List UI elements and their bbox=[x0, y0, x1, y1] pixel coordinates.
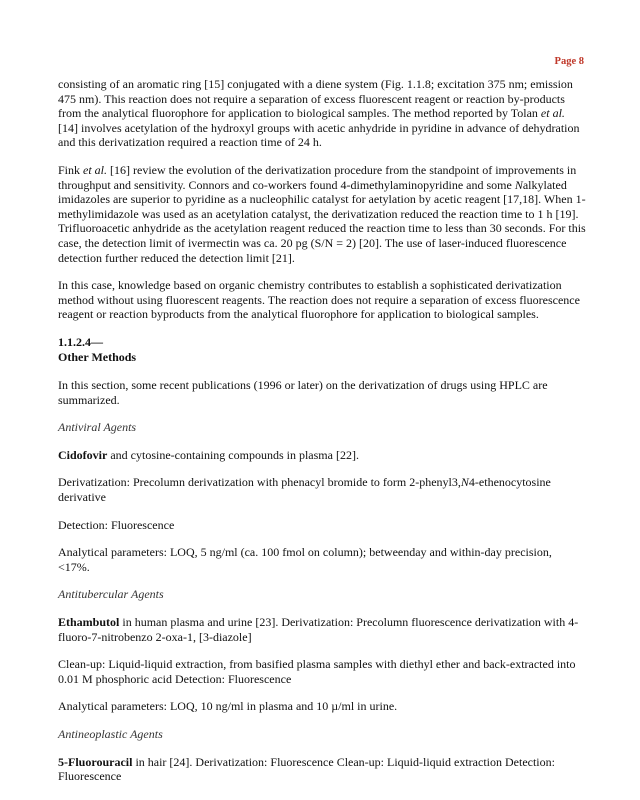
page-number: Page 8 bbox=[554, 56, 584, 67]
section-title: Other Methods bbox=[58, 349, 137, 364]
document-body bbox=[58, 77, 586, 797]
entry-detection: Detection: Fluorescence bbox=[58, 517, 175, 532]
section-number: 1.1.2.4— bbox=[58, 334, 103, 349]
section-heading bbox=[58, 335, 586, 364]
category-antineoplastic: Antineoplastic Agents bbox=[58, 727, 163, 741]
entry-analytical-parameters: Analytical parameters: LOQ, 5 ng/ml (ca. 100 fmol on column); betweenday and within-day precision, <17%. bbox=[58, 545, 552, 574]
paragraph-2: Fink et al. [16] review the evolution of the derivatization procedure from the standpoint of improvements in throughput and sensitivity. Connors and co-workers found 4-dimethylaminopyridine and some Nalkylated imidazoles are superior to pyridine as a nucleophilic catalyst for aetylation by acetic reagent [17,18]. When 1-methylimidazole was used as an acetylation catalyst, the derivatization reduced the reaction time to 1 h [19]. Trifluoroacetic anhydride as the acetylation reagent reduced the reaction time to less than 30 seconds. For this case, the detection limit of ivermectin was ca. 20 pg (S/N = 2) [20]. The use of laser-induced fluorescence detection further reduced the detection limit [21]. bbox=[58, 162, 586, 265]
entry-derivatization: Derivatization: Precolumn derivatization with phenacyl bromide to form 2-phenyl3,N4-ethenocytosine derivative bbox=[58, 475, 551, 505]
section-intro: In this section, some recent publications (1996 or later) on the derivatization of drugs using HPLC are summarized. bbox=[58, 378, 548, 407]
entry-cleanup: Clean-up: Liquid-liquid extraction, from basified plasma samples with diethyl ether and back-extracted into 0.01 M phosphoric acid Detection: Fluorescence bbox=[58, 657, 576, 686]
paragraph-1: consisting of an aromatic ring [15] conjugated with a diene system (Fig. 1.1.8; excitation 375 nm; emission 475 nm). This reaction does not require a separation of excess fluorescent reagent or reaction by-products from the analytical fluorophore for application to biological samples. The method reported by Tolan et al. [14] involves acetylation of the hydroxyl groups with acetic anhydride in pyridine in advance of dehydration and this derivatization required a reaction time of 24 h. bbox=[58, 77, 580, 150]
category-antitubercular: Antitubercular Agents bbox=[58, 587, 164, 602]
entry-cidofovir: Cidofovir and cytosine-containing compounds in plasma [22]. bbox=[58, 447, 359, 462]
entry-analytical-parameters-2: Analytical parameters: LOQ, 10 ng/ml in plasma and 10 µ/ml in urine. bbox=[58, 699, 398, 714]
category-antiviral: Antiviral Agents bbox=[58, 420, 137, 435]
paragraph-3: In this case, knowledge based on organic chemistry contributes to establish a sophisticated derivatization method without using fluorescent reagents. The reaction does not require a separation of excess fluorescence reagent or reaction byproducts from the analytical fluorophore for application to biological samples. bbox=[58, 278, 580, 322]
entry-ethambutol: Ethambutol in human plasma and urine [23]. Derivatization: Precolumn fluorescence derivatization with 4-fluoro-7-nitrobenzo 2-oxa-1, [3-diazole] bbox=[58, 615, 579, 644]
entry-fluorouracil: 5-Fluorouracil in hair [24]. Derivatization: Fluorescence Clean-up: Liquid-liquid extraction Detection: Fluorescence bbox=[58, 754, 555, 784]
